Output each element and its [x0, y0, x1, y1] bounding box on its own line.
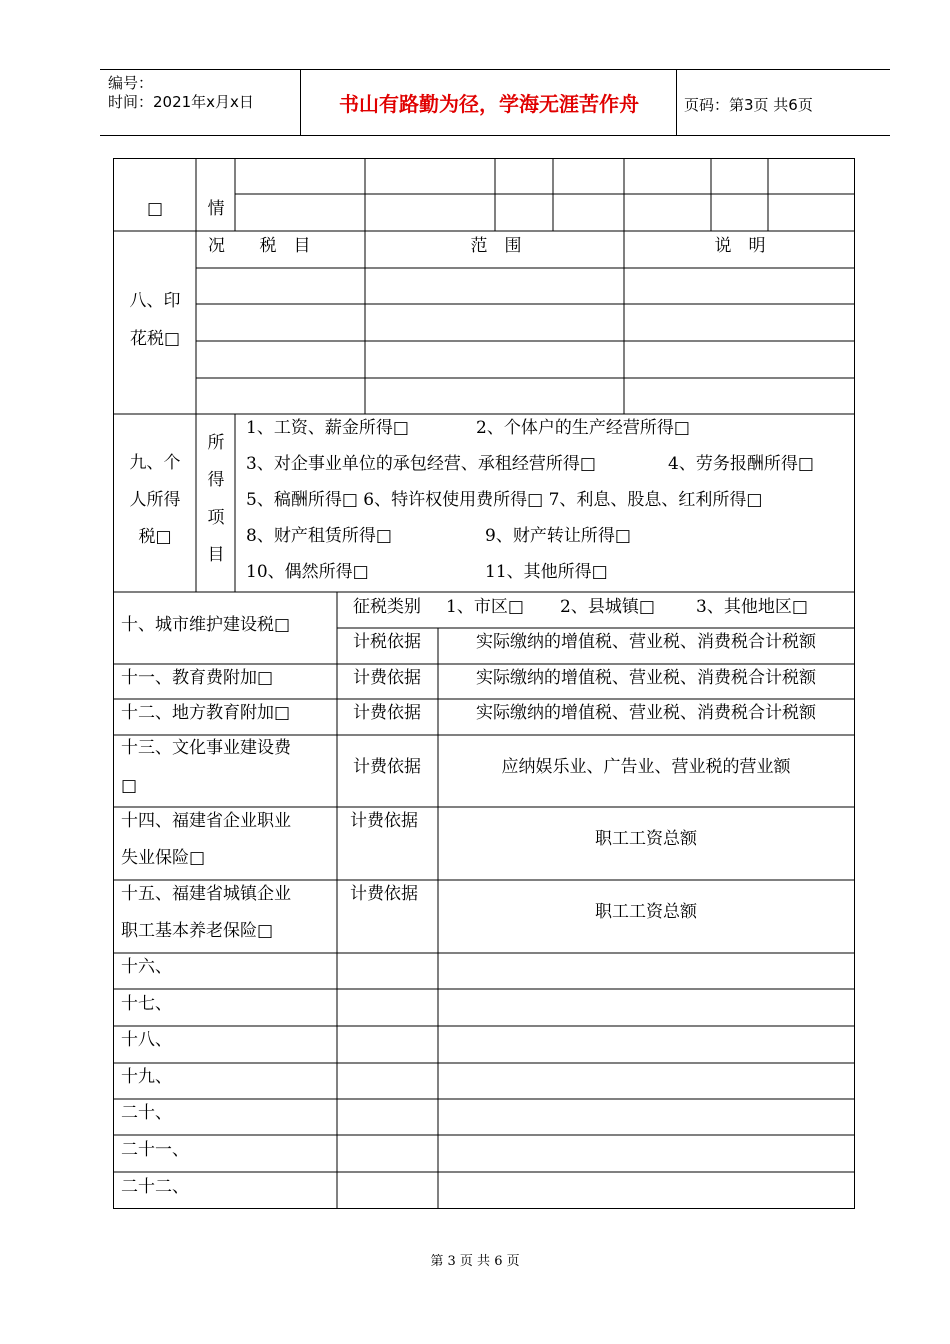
education-fee-label: 十一、教育费附加□: [121, 668, 274, 688]
income-item-option[interactable]: 11、其他所得□: [485, 562, 608, 582]
local-education-label: 十二、地方教育附加□: [121, 703, 291, 723]
tax-category-key: 征税类别: [353, 597, 421, 617]
income-tax-label: 九、个: [129, 453, 181, 473]
pension-insurance-label: 职工基本养老保险□: [121, 921, 274, 941]
header-top-rule: [100, 69, 890, 70]
income-tax-label: 税□: [138, 527, 172, 547]
income-tax-label: 人所得: [129, 490, 181, 510]
fee-basis-value: 应纳娱乐业、广告业、营业税的营业额: [501, 757, 791, 777]
tax-basis-key: 计税依据: [353, 632, 421, 652]
blank-row-label: 十七、: [121, 994, 172, 1014]
fee-basis-key: 计费依据: [350, 811, 418, 831]
fee-basis-value: 实际缴纳的增值税、营业税、消费税合计税额: [476, 668, 816, 688]
header-motto: 书山有路勤为径，学海无涯苦作舟: [339, 92, 639, 116]
fee-basis-value: 职工工资总额: [595, 902, 697, 922]
page-info: 页码：第3页 共6页: [684, 96, 813, 114]
income-item-option[interactable]: 2、个体户的生产经营所得□: [476, 418, 690, 438]
income-item-option[interactable]: 10、偶然所得□: [246, 562, 369, 582]
income-item-option[interactable]: 4、劳务报酬所得□: [668, 454, 814, 474]
fee-basis-key: 计费依据: [353, 668, 421, 688]
col-header-description: 说 明: [714, 236, 766, 256]
income-item-option[interactable]: 3、对企事业单位的承包经营、承租经营所得□: [246, 454, 596, 474]
unemployment-insurance-label: 十四、福建省企业职业: [121, 811, 291, 831]
tax-category-option[interactable]: 3、其他地区□: [696, 597, 808, 617]
fee-basis-value: 职工工资总额: [595, 829, 697, 849]
stamp-tax-label: 八、印: [129, 291, 181, 311]
col-header-tax-item: 税 目: [259, 236, 311, 256]
income-items-label: 所: [207, 433, 225, 453]
fee-basis-key: 计费依据: [353, 757, 421, 777]
blank-row-label: 十八、: [121, 1030, 172, 1050]
pension-insurance-label: 十五、福建省城镇企业: [121, 884, 291, 904]
blank-row-label: 二十二、: [121, 1177, 189, 1197]
urban-tax-label: 十、城市维护建设税□: [121, 615, 291, 635]
header-divider: [300, 69, 301, 135]
header-bottom-rule: [100, 135, 890, 136]
income-items-label: 目: [207, 545, 225, 565]
income-item-option[interactable]: 1、工资、薪金所得□: [246, 418, 409, 438]
page-footer: 第 3 页 共 6 页: [430, 1254, 520, 1269]
culture-fee-label: 十三、文化事业建设费: [121, 738, 291, 758]
header-divider: [676, 69, 677, 135]
number-label: 编号：: [108, 74, 154, 92]
blank-row-label: 十九、: [121, 1067, 172, 1087]
tax-basis-value: 实际缴纳的增值税、营业税、消费税合计税额: [476, 632, 816, 652]
blank-row-label: 十六、: [121, 957, 172, 977]
time-label: 时间：2021年x月x日: [108, 93, 254, 111]
unemployment-insurance-label: 失业保险□: [121, 848, 206, 868]
blank-row-label: 二十、: [121, 1103, 172, 1123]
col-header-scope: 范 围: [470, 236, 522, 256]
fee-basis-key: 计费依据: [350, 884, 418, 904]
fee-basis-key: 计费依据: [353, 703, 421, 723]
income-item-option[interactable]: 5、稿酬所得□ 6、特许权使用费所得□ 7、利息、股息、红利所得□: [246, 490, 763, 510]
section8-sub-label: 况: [208, 236, 225, 256]
income-item-option[interactable]: 8、财产租赁所得□: [246, 526, 392, 546]
culture-fee-checkbox[interactable]: □: [121, 776, 138, 796]
section7-checkbox[interactable]: □: [146, 199, 164, 219]
blank-row-label: 二十一、: [121, 1140, 189, 1160]
tax-category-option[interactable]: 2、县城镇□: [560, 597, 655, 617]
section7-label: 情: [207, 199, 225, 219]
fee-basis-value: 实际缴纳的增值税、营业税、消费税合计税额: [476, 703, 816, 723]
income-items-label: 项: [207, 508, 225, 528]
income-item-option[interactable]: 9、财产转让所得□: [485, 526, 631, 546]
tax-category-option[interactable]: 1、市区□: [446, 597, 524, 617]
income-items-label: 得: [207, 470, 225, 490]
stamp-tax-label: 花税□: [129, 329, 181, 349]
